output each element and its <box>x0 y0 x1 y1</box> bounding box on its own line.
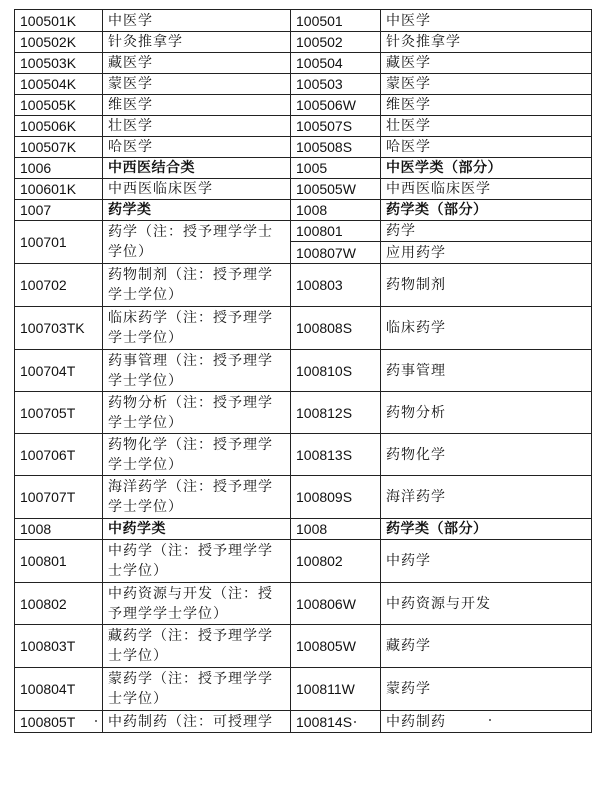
new-name: 中医学 <box>381 10 592 32</box>
new-name: 针灸推拿学 <box>381 32 592 53</box>
old-code: 100802 <box>15 583 103 625</box>
new-code: 100801 <box>291 221 381 242</box>
old-code: 100803T <box>15 625 103 668</box>
old-code: 100706T <box>15 434 103 476</box>
old-code: 1007 <box>15 200 103 221</box>
old-code: 100503K <box>15 53 103 74</box>
new-name: 壮医学 <box>381 116 592 137</box>
old-code: 100601K <box>15 179 103 200</box>
new-code: 100507S <box>291 116 381 137</box>
new-code: 100803 <box>291 264 381 307</box>
new-name: 中西医临床医学 <box>381 179 592 200</box>
table-row <box>15 137 592 158</box>
new-name: 药学 <box>381 221 592 242</box>
old-name: 药事管理（注：授予理学学士学位） <box>103 350 291 392</box>
new-code: 100806W <box>291 583 381 625</box>
new-code: 100805W <box>291 625 381 668</box>
new-name: 藏药学 <box>381 625 592 668</box>
new-code: 100502 <box>291 32 381 53</box>
old-name: 藏医学 <box>103 53 291 74</box>
old-code: 100504K <box>15 74 103 95</box>
new-name: 中药学 <box>381 540 592 583</box>
new-name: 药物化学 <box>381 434 592 476</box>
old-category: 中西医结合类 <box>103 158 291 179</box>
old-name: 药物化学（注：授予理学学士学位） <box>103 434 291 476</box>
old-name: 药物制剂（注：授予理学学士学位） <box>103 264 291 307</box>
old-name: 中药资源与开发（注：授予理学学士学位） <box>103 583 291 625</box>
old-code: 100703TK <box>15 307 103 350</box>
new-code: 100802 <box>291 540 381 583</box>
table-row <box>15 668 592 711</box>
old-name: 临床药学（注：授予理学学士学位） <box>103 307 291 350</box>
new-name: 药物制剂 <box>381 264 592 307</box>
new-code: 100811W <box>291 668 381 711</box>
new-name: 中药资源与开发 <box>381 583 592 625</box>
old-code: 100505K <box>15 95 103 116</box>
new-name: 蒙医学 <box>381 74 592 95</box>
new-name: 海洋药学 <box>381 476 592 519</box>
new-code: 100810S <box>291 350 381 392</box>
old-name: 壮医学 <box>103 116 291 137</box>
new-name: 中药制药 <box>381 711 592 733</box>
old-name: 蒙医学 <box>103 74 291 95</box>
new-category: 中医学类（部分） <box>381 158 592 179</box>
new-code: 100807W <box>291 242 381 264</box>
table-row <box>15 434 592 476</box>
table-row <box>15 350 592 392</box>
table-row <box>15 625 592 668</box>
new-code: 1008 <box>291 519 381 540</box>
major-code-table <box>14 9 592 733</box>
new-code: 100814S <box>291 711 381 733</box>
new-code: 100505W <box>291 179 381 200</box>
table-row <box>15 392 592 434</box>
old-code: 1006 <box>15 158 103 179</box>
old-code: 100804T <box>15 668 103 711</box>
table-row <box>15 179 592 200</box>
table-row <box>15 583 592 625</box>
table-row <box>15 221 592 242</box>
new-code: 100809S <box>291 476 381 519</box>
old-code: 100805T <box>15 711 103 733</box>
table-row <box>15 519 592 540</box>
old-code: 100502K <box>15 32 103 53</box>
table-row <box>15 711 592 733</box>
new-code: 100808S <box>291 307 381 350</box>
table-row <box>15 116 592 137</box>
old-code: 100702 <box>15 264 103 307</box>
table-row <box>15 32 592 53</box>
table-row <box>15 307 592 350</box>
table-row <box>15 476 592 519</box>
old-code: 1008 <box>15 519 103 540</box>
old-code: 100705T <box>15 392 103 434</box>
old-code: 100801 <box>15 540 103 583</box>
new-category: 药学类（部分） <box>381 519 592 540</box>
scan-speck <box>489 719 491 721</box>
old-name: 海洋药学（注：授予理学学士学位） <box>103 476 291 519</box>
old-name: 药物分析（注：授予理学学士学位） <box>103 392 291 434</box>
old-code: 100707T <box>15 476 103 519</box>
table-row <box>15 95 592 116</box>
new-code: 100812S <box>291 392 381 434</box>
new-code: 100508S <box>291 137 381 158</box>
new-name: 临床药学 <box>381 307 592 350</box>
new-code: 100813S <box>291 434 381 476</box>
table-row <box>15 158 592 179</box>
old-code: 100701 <box>15 221 103 264</box>
new-code: 100501 <box>291 10 381 32</box>
old-name: 药学（注：授予理学学士学位） <box>103 221 291 264</box>
old-code: 100507K <box>15 137 103 158</box>
new-name: 维医学 <box>381 95 592 116</box>
old-code: 100506K <box>15 116 103 137</box>
table-row <box>15 53 592 74</box>
table-row <box>15 264 592 307</box>
new-name: 蒙药学 <box>381 668 592 711</box>
scan-speck <box>354 721 356 723</box>
new-code: 100506W <box>291 95 381 116</box>
old-name: 针灸推拿学 <box>103 32 291 53</box>
new-category: 药学类（部分） <box>381 200 592 221</box>
old-category: 中药学类 <box>103 519 291 540</box>
new-name: 药物分析 <box>381 392 592 434</box>
new-name: 哈医学 <box>381 137 592 158</box>
new-code: 1005 <box>291 158 381 179</box>
old-name: 藏药学（注：授予理学学士学位） <box>103 625 291 668</box>
new-name: 应用药学 <box>381 242 592 264</box>
scan-speck <box>95 720 97 722</box>
table-row <box>15 74 592 95</box>
table-row <box>15 10 592 32</box>
old-name: 哈医学 <box>103 137 291 158</box>
old-name: 中药学（注：授予理学学士学位） <box>103 540 291 583</box>
old-code: 100704T <box>15 350 103 392</box>
new-code: 100503 <box>291 74 381 95</box>
old-code: 100501K <box>15 10 103 32</box>
new-name: 药事管理 <box>381 350 592 392</box>
old-name: 蒙药学（注：授予理学学士学位） <box>103 668 291 711</box>
table-row <box>15 540 592 583</box>
table-row <box>15 200 592 221</box>
old-category: 药学类 <box>103 200 291 221</box>
old-name: 中医学 <box>103 10 291 32</box>
old-name: 中西医临床医学 <box>103 179 291 200</box>
new-code: 1008 <box>291 200 381 221</box>
old-name: 维医学 <box>103 95 291 116</box>
new-name: 藏医学 <box>381 53 592 74</box>
old-name: 中药制药（注：可授理学 <box>103 711 291 733</box>
new-code: 100504 <box>291 53 381 74</box>
